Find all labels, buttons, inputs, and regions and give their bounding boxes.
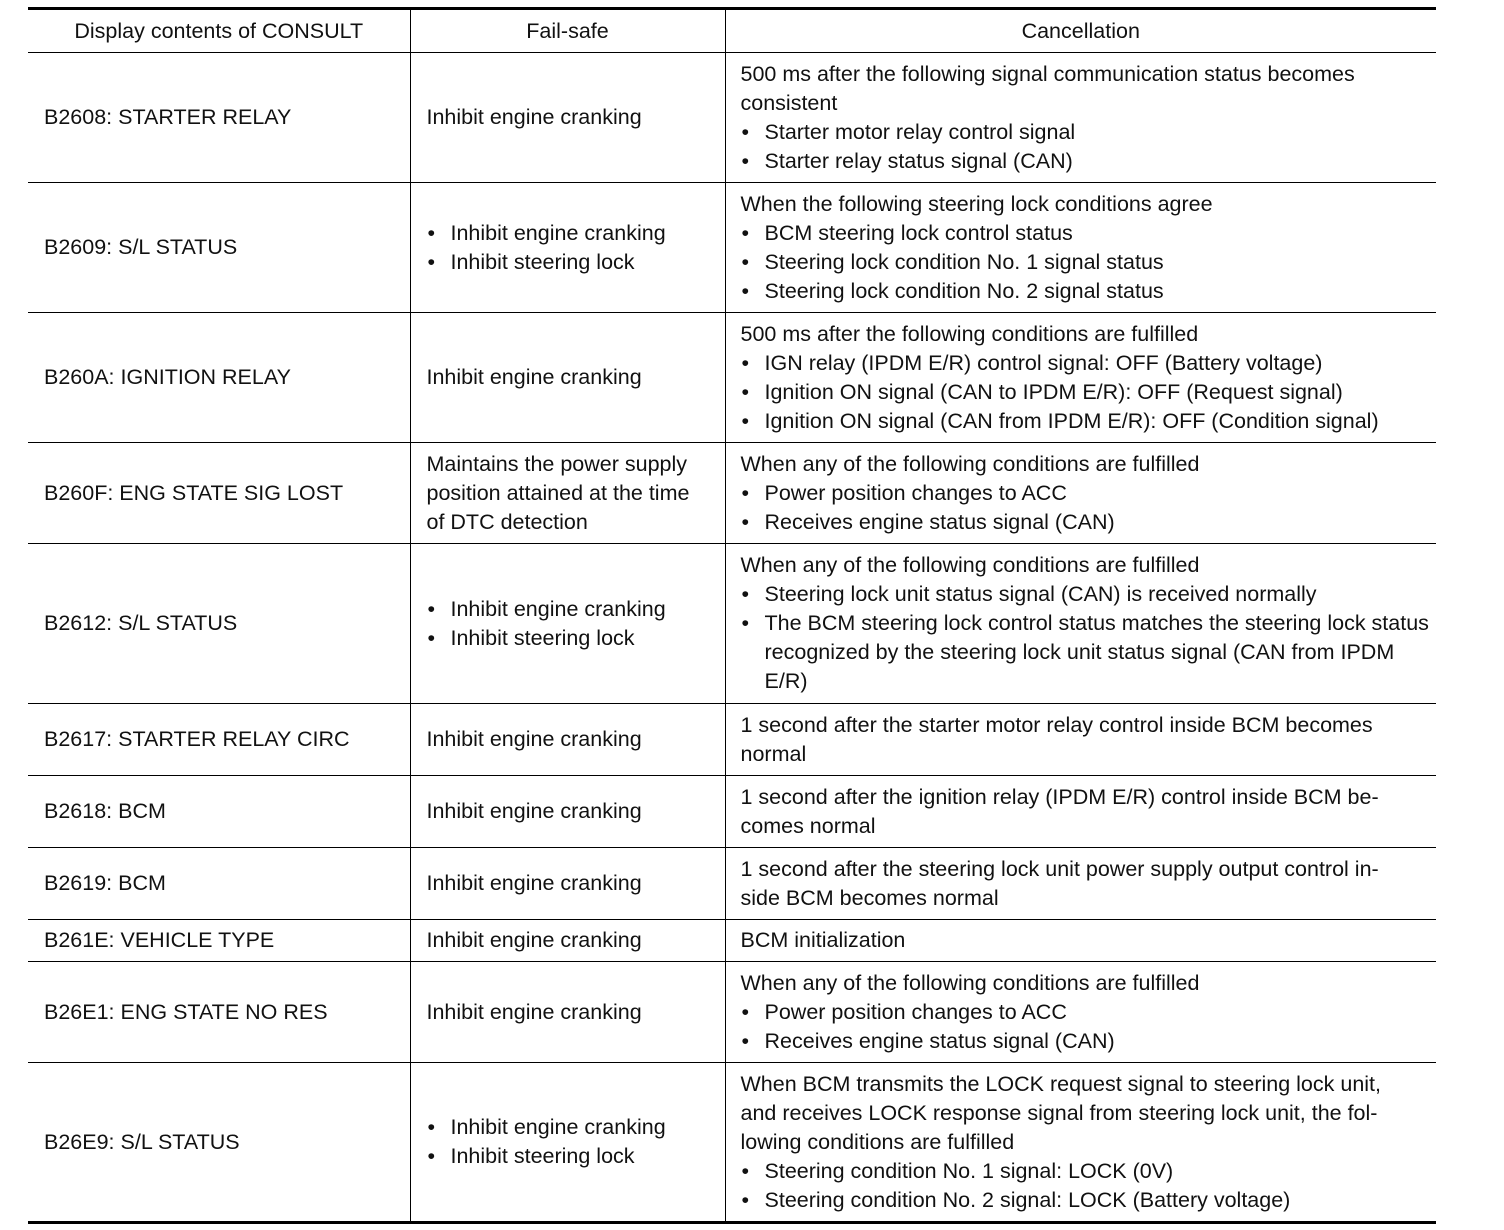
cancel-line: lowing conditions are fulfilled (740, 1129, 1015, 1154)
table-row (28, 183, 1436, 313)
failsafe-cell (410, 1063, 725, 1223)
cancel-line: 500 ms after the following conditions are fulfilled (740, 321, 1199, 346)
cancel-line: 1 second after the starter motor relay control inside BCM becomes (740, 712, 1373, 737)
failsafe-line: Maintains the power supply (426, 451, 688, 476)
cancellation-cell (725, 544, 1436, 704)
failsafe-bullet: • Inhibit steering lock (427, 624, 717, 653)
cancel-line: consistent (740, 90, 838, 115)
failsafe-bullet: • Inhibit engine cranking (427, 595, 717, 624)
table-row (28, 443, 1436, 544)
cancel-bullet: • Ignition ON signal (CAN to IPDM E/R): OFF (Request signal) (741, 378, 1431, 407)
cancellation-cell (725, 53, 1436, 183)
dtc-cell: B26E1: ENG STATE NO RES (44, 999, 328, 1024)
cancel-line: comes normal (740, 813, 876, 838)
failsafe-cell (410, 183, 725, 313)
cancellation-cell (725, 313, 1436, 443)
cancel-bullet: • Starter motor relay control signal (741, 118, 1431, 147)
cancel-line: normal (740, 741, 807, 766)
table-row (28, 704, 1436, 776)
dtc-cell: B2617: STARTER RELAY CIRC (44, 727, 350, 751)
cancellation-cell (725, 704, 1436, 776)
failsafe-cell: Inhibit engine cranking (410, 776, 725, 848)
cancel-line: When BCM transmits the LOCK request signal to steering lock unit, (740, 1071, 1381, 1096)
dtc-cell: B2612: S/L STATUS (44, 611, 238, 635)
dtc-cell: B2618: BCM (44, 799, 166, 823)
cancellation-cell (725, 443, 1436, 544)
cancel-bullet: • Receives engine status signal (CAN) (741, 508, 1431, 537)
dtc-cell: B2608: STARTER RELAY (44, 105, 292, 129)
failsafe-cell: Inhibit engine cranking (410, 704, 725, 776)
failsafe-bullet: • Inhibit engine cranking (427, 219, 717, 248)
failsafe-cell: Inhibit engine cranking (410, 920, 725, 962)
cancel-bullet: • Power position changes to ACC (741, 479, 1431, 508)
table-row (28, 776, 1436, 848)
table-row (28, 848, 1436, 920)
cancel-bullet: • Ignition ON signal (CAN from IPDM E/R): OFF (Condition signal) (741, 407, 1431, 436)
failsafe-cell: Inhibit engine cranking (410, 53, 725, 183)
cancel-line: When any of the following conditions are fulfilled (740, 553, 1200, 577)
cancellation-cell (725, 848, 1436, 920)
header-display-contents: Display contents of CONSULT (74, 18, 364, 43)
header-fail-safe: Fail-safe (410, 9, 725, 53)
cancel-bullet: • The BCM steering lock control status matches the steering lock status recognized by the steering lock unit status signal (CAN from IPDM E/R) (741, 609, 1431, 696)
cancel-bullet: • BCM steering lock control status (741, 219, 1431, 248)
failsafe-cell (410, 443, 725, 544)
cancel-bullet: • Steering lock unit status signal (CAN) is received normally (741, 580, 1431, 609)
table-row (28, 544, 1436, 704)
table-row (28, 920, 1436, 962)
dtc-cell: B2609: S/L STATUS (44, 235, 238, 259)
dtc-cell: B2619: BCM (44, 871, 166, 895)
cancel-bullet: • Steering condition No. 2 signal: LOCK (Battery voltage) (741, 1186, 1431, 1215)
dtc-failsafe-table (28, 7, 1436, 1224)
cancellation-cell (725, 183, 1436, 313)
table-header-row (28, 9, 1436, 53)
failsafe-bullet: • Inhibit engine cranking (427, 1113, 717, 1142)
failsafe-cell (410, 544, 725, 704)
failsafe-cell: Inhibit engine cranking (410, 848, 725, 920)
cancel-line: When the following steering lock conditions agree (740, 191, 1213, 216)
cancel-bullet: • IGN relay (IPDM E/R) control signal: OFF (Battery voltage) (741, 349, 1431, 378)
cancel-line: 500 ms after the following signal communication status becomes (740, 61, 1355, 86)
dtc-cell: B261E: VEHICLE TYPE (44, 928, 275, 952)
cancel-line: side BCM becomes normal (740, 885, 999, 910)
failsafe-line: position attained at the time (426, 480, 690, 505)
cancellation-cell (725, 962, 1436, 1063)
cancel-line: When any of the following conditions are fulfilled (740, 970, 1200, 995)
cancel-line: 1 second after the ignition relay (IPDM E/R) control inside BCM be- (740, 784, 1379, 809)
table-row (28, 962, 1436, 1063)
header-cancellation: Cancellation (725, 9, 1436, 53)
cancellation-cell (725, 920, 1436, 962)
cancel-line: and receives LOCK response signal from steering lock unit, the fol- (740, 1100, 1378, 1125)
failsafe-cell: Inhibit engine cranking (410, 962, 725, 1063)
dtc-cell: B260F: ENG STATE SIG LOST (44, 480, 344, 505)
cancellation-cell (725, 776, 1436, 848)
cancel-line: When any of the following conditions are fulfilled (740, 451, 1200, 476)
cancel-line: 1 second after the steering lock unit power supply output control in- (740, 856, 1379, 881)
failsafe-line: of DTC detection (426, 509, 588, 534)
failsafe-cell: Inhibit engine cranking (410, 313, 725, 443)
table-row (28, 1063, 1436, 1223)
cancel-bullet: • Starter relay status signal (CAN) (741, 147, 1431, 176)
table-row (28, 313, 1436, 443)
cancel-bullet: • Steering condition No. 1 signal: LOCK (0V) (741, 1157, 1431, 1186)
cancel-bullet: • Receives engine status signal (CAN) (741, 1027, 1431, 1056)
failsafe-bullet: • Inhibit steering lock (427, 1142, 717, 1171)
table-row (28, 53, 1436, 183)
dtc-cell: B26E9: S/L STATUS (44, 1129, 240, 1154)
cancel-bullet: • Steering lock condition No. 2 signal status (741, 277, 1431, 306)
cancel-bullet: • Power position changes to ACC (741, 998, 1431, 1027)
cancellation-cell (725, 1063, 1436, 1223)
dtc-cell: B260A: IGNITION RELAY (44, 365, 291, 389)
failsafe-bullet: • Inhibit steering lock (427, 248, 717, 277)
cancel-line: BCM initialization (740, 928, 906, 952)
cancel-bullet: • Steering lock condition No. 1 signal status (741, 248, 1431, 277)
